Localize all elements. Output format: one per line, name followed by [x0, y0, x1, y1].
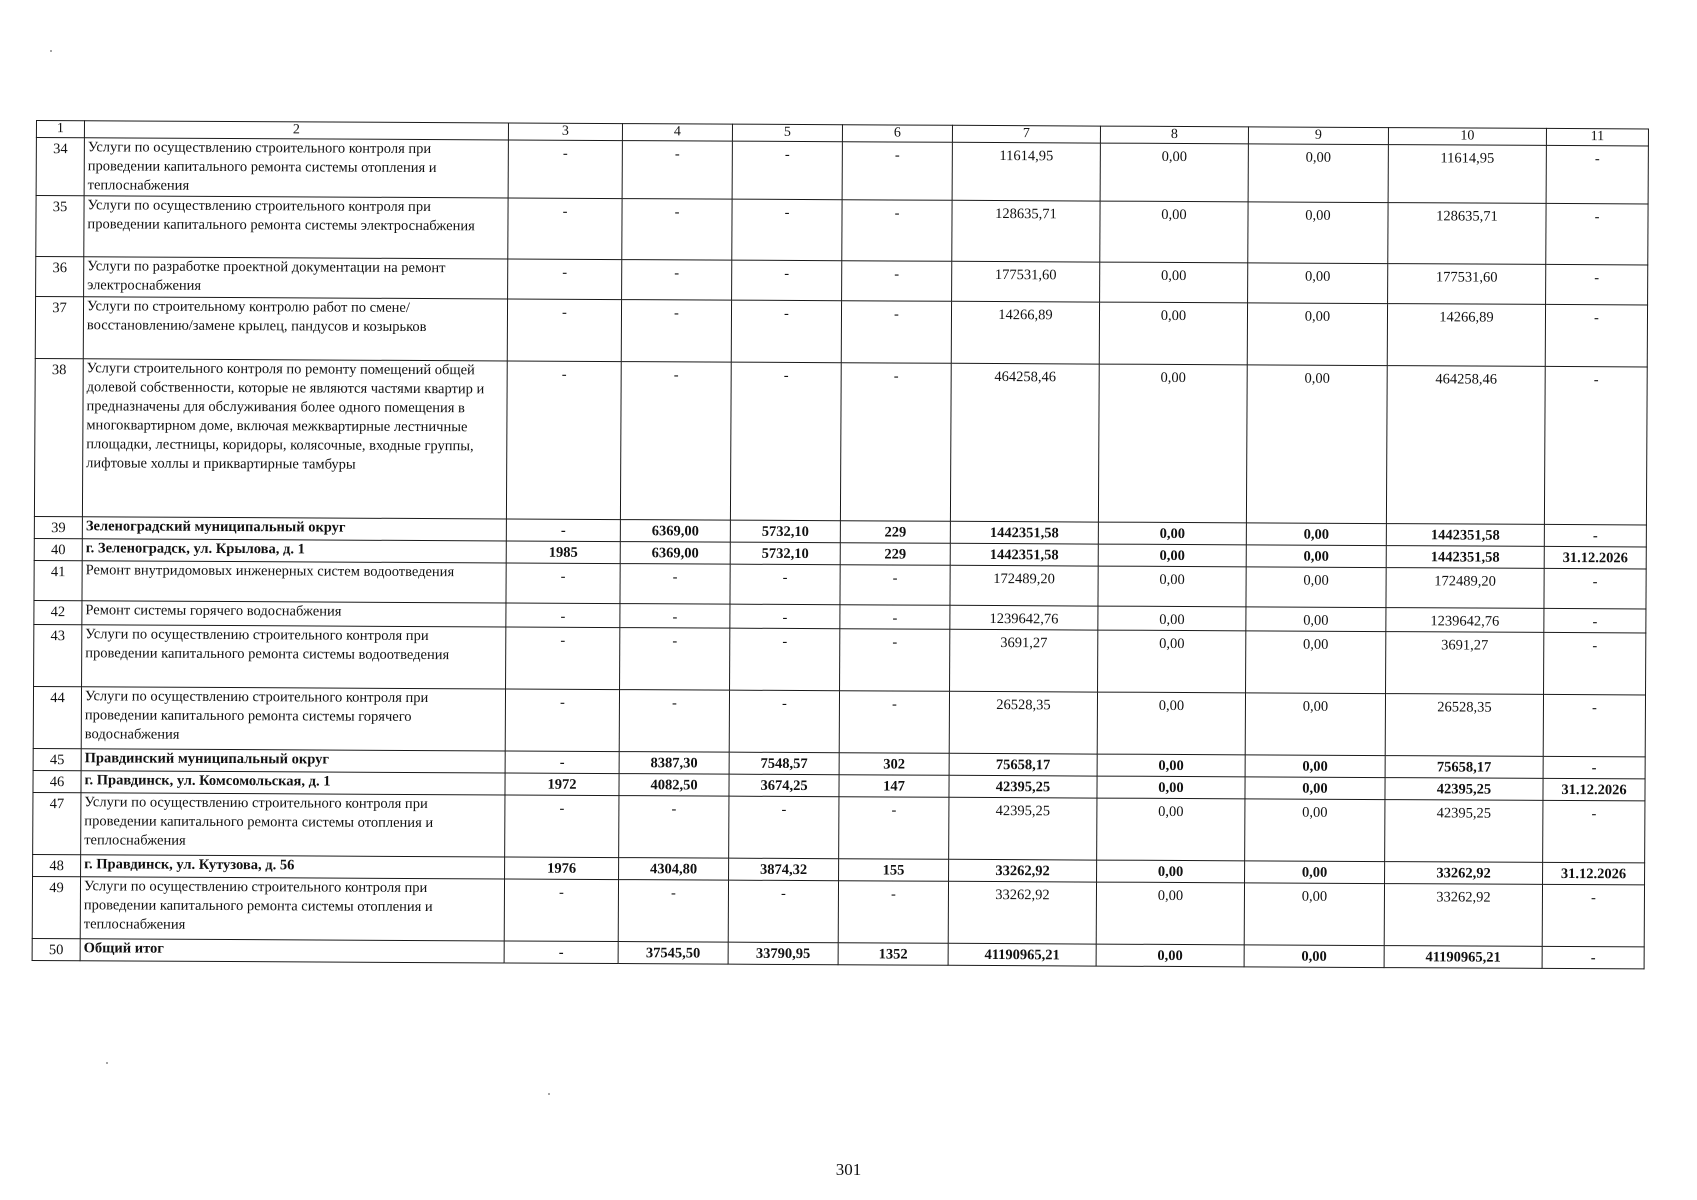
value-cell: 0,00 [1098, 544, 1246, 567]
row-description: Ремонт системы горячего водоснабжения [82, 601, 506, 627]
row-description: Услуги по осуществлению строительного контроля при проведении капитального ремонта системы отопления и теплоснабжения [81, 793, 505, 857]
value-cell: 8387,30 [619, 752, 729, 775]
value-cell: 0,00 [1099, 302, 1247, 365]
column-header: 7 [952, 125, 1100, 143]
value-cell: - [1542, 946, 1644, 969]
value-cell: 75658,17 [1385, 756, 1543, 779]
row-description: Услуги по осуществлению строительного контроля при проведении капитального ремонта системы отопления и теплоснабжения [80, 877, 504, 941]
value-cell: 0,00 [1248, 263, 1388, 304]
value-cell: 0,00 [1245, 693, 1385, 756]
row-description: Правдинский муниципальный округ [81, 749, 505, 773]
value-cell: - [504, 879, 618, 942]
value-cell: 0,00 [1098, 364, 1247, 523]
value-cell: 41190965,21 [948, 943, 1096, 966]
value-cell: - [618, 880, 728, 943]
value-cell: 0,00 [1246, 631, 1386, 694]
table-row [36, 138, 1648, 204]
column-header: 3 [508, 123, 622, 141]
value-cell: - [620, 628, 730, 691]
value-cell: 11614,95 [952, 142, 1100, 201]
value-cell: 0,00 [1248, 144, 1388, 203]
value-cell: - [1542, 884, 1644, 947]
value-cell: 5732,10 [730, 542, 840, 565]
value-cell: 7548,57 [729, 752, 839, 775]
value-cell: 75658,17 [949, 753, 1097, 776]
value-cell: 0,00 [1100, 143, 1248, 202]
value-cell: - [1543, 756, 1645, 779]
value-cell: - [730, 362, 841, 521]
row-number: 41 [34, 560, 82, 600]
value-cell: - [620, 564, 730, 605]
row-number: 34 [36, 138, 84, 196]
value-cell: 3674,25 [729, 774, 839, 797]
value-cell: - [842, 261, 952, 302]
value-cell: 177531,60 [1388, 264, 1546, 305]
value-cell: 0,00 [1246, 545, 1386, 568]
capital-repair-table [32, 120, 1649, 969]
value-cell: 6369,00 [620, 542, 730, 565]
row-description: г. Правдинск, ул. Комсомольская, д. 1 [81, 771, 505, 795]
value-cell: - [1545, 304, 1647, 367]
value-cell: 14266,89 [951, 301, 1099, 364]
column-header: 8 [1100, 126, 1248, 144]
value-cell: - [621, 300, 731, 363]
row-number: 37 [35, 297, 83, 359]
table-row [33, 792, 1645, 862]
value-cell: 0,00 [1096, 882, 1244, 945]
value-cell: 4304,80 [619, 858, 729, 881]
value-cell: - [505, 795, 619, 858]
value-cell: 0,00 [1245, 755, 1385, 778]
value-cell: - [620, 604, 730, 629]
value-cell: 33262,92 [949, 859, 1097, 882]
value-cell: - [1544, 608, 1646, 633]
row-number: 35 [36, 196, 84, 257]
value-cell: - [508, 140, 622, 199]
value-cell: 0,00 [1100, 201, 1248, 263]
value-cell: 0,00 [1097, 692, 1245, 755]
scan-speck [548, 1093, 550, 1095]
row-number: 38 [34, 358, 83, 516]
value-cell: - [505, 751, 619, 774]
value-cell: 1239642,76 [1386, 608, 1544, 633]
value-cell: - [506, 361, 621, 520]
column-header: 5 [732, 124, 842, 142]
row-number: 46 [33, 770, 81, 792]
value-cell: 1442351,58 [950, 543, 1098, 566]
value-cell: 26528,35 [1385, 694, 1543, 757]
row-description: г. Правдинск, ул. Кутузова, д. 56 [81, 855, 505, 879]
page-number: 301 [835, 1160, 862, 1179]
value-cell: 1985 [506, 541, 620, 564]
value-cell: - [838, 881, 948, 944]
value-cell: 1442351,58 [1386, 546, 1544, 569]
value-cell: 1972 [505, 773, 619, 796]
column-header: 10 [1388, 128, 1546, 146]
value-cell: 1442351,58 [950, 521, 1098, 544]
row-number: 40 [34, 538, 82, 560]
value-cell: - [620, 362, 731, 521]
value-cell: 128635,71 [1388, 203, 1546, 265]
value-cell: - [732, 199, 842, 261]
value-cell: 0,00 [1248, 202, 1388, 264]
value-cell: 229 [840, 543, 950, 566]
value-cell: - [840, 565, 950, 606]
value-cell: - [730, 564, 840, 605]
value-cell: - [730, 628, 840, 691]
value-cell: - [508, 198, 622, 260]
value-cell: - [842, 142, 952, 201]
value-cell: 3691,27 [1386, 632, 1544, 695]
scan-speck [106, 1062, 108, 1064]
column-header: 1 [36, 121, 84, 138]
value-cell: - [1546, 203, 1648, 265]
row-description: Ремонт внутридомовых инженерных систем водоотведения [82, 561, 506, 603]
value-cell: 0,00 [1097, 776, 1245, 799]
value-cell: - [619, 796, 729, 859]
column-header: 4 [622, 124, 732, 142]
value-cell: 0,00 [1097, 798, 1245, 861]
value-cell: 4082,50 [619, 774, 729, 797]
value-cell: 11614,95 [1388, 145, 1546, 204]
value-cell: 3691,27 [950, 629, 1098, 692]
value-cell: 0,00 [1246, 365, 1387, 524]
value-cell: 0,00 [1100, 262, 1248, 303]
value-cell: 0,00 [1245, 799, 1385, 862]
value-cell: 42395,25 [949, 797, 1097, 860]
scan-speck [50, 50, 52, 52]
value-cell: - [505, 689, 619, 752]
value-cell: 31.12.2026 [1543, 778, 1645, 801]
value-cell: 42395,25 [1385, 778, 1543, 801]
value-cell: 37545,50 [618, 942, 728, 965]
value-cell: 33262,92 [1385, 862, 1543, 885]
value-cell: - [622, 199, 732, 261]
value-cell: 0,00 [1098, 522, 1246, 545]
value-cell: - [841, 301, 951, 364]
value-cell: 1239642,76 [950, 605, 1098, 630]
row-number: 36 [36, 257, 84, 297]
row-number: 44 [33, 686, 81, 748]
value-cell: - [840, 363, 951, 522]
value-cell: 0,00 [1098, 606, 1246, 631]
value-cell: 1352 [838, 943, 948, 966]
value-cell: 0,00 [1097, 754, 1245, 777]
value-cell: - [839, 691, 949, 754]
value-cell: - [1544, 568, 1646, 609]
column-header: 2 [84, 121, 508, 140]
value-cell: 0,00 [1244, 945, 1384, 968]
table-row [36, 196, 1648, 265]
value-cell: 33262,92 [1384, 884, 1542, 947]
table-row [34, 624, 1646, 694]
row-number: 50 [32, 938, 80, 960]
value-cell: - [619, 690, 729, 753]
value-cell: - [842, 200, 952, 262]
table-row [35, 297, 1647, 367]
value-cell: 31.12.2026 [1544, 546, 1646, 569]
value-cell: - [506, 627, 620, 690]
value-cell: 33790,95 [728, 942, 838, 965]
value-cell: - [840, 629, 950, 692]
value-cell: 172489,20 [950, 565, 1098, 606]
column-header: 6 [842, 125, 952, 143]
value-cell: 0,00 [1245, 777, 1385, 800]
table-row [32, 876, 1644, 946]
value-cell: - [732, 141, 842, 200]
column-header: 9 [1248, 127, 1388, 145]
value-cell: 5732,10 [730, 520, 840, 543]
value-cell: - [507, 299, 621, 362]
row-number: 47 [33, 792, 81, 854]
value-cell: 0,00 [1246, 607, 1386, 632]
value-cell: 14266,89 [1387, 304, 1545, 367]
row-description: Услуги по осуществлению строительного контроля при проведении капитального ремонта системы горячего водоснабжения [81, 687, 505, 751]
value-cell: - [732, 260, 842, 301]
value-cell: - [839, 797, 949, 860]
value-cell: 0,00 [1098, 566, 1246, 607]
value-cell: - [1546, 264, 1648, 305]
value-cell: 172489,20 [1386, 568, 1544, 609]
value-cell: - [1543, 694, 1645, 757]
value-cell: - [729, 690, 839, 753]
value-cell: - [1544, 632, 1646, 695]
value-cell: - [504, 941, 618, 964]
value-cell: 42395,25 [949, 775, 1097, 798]
value-cell: 31.12.2026 [1543, 862, 1645, 885]
row-description: г. Зеленоградск, ул. Крылова, д. 1 [82, 539, 506, 563]
value-cell: - [729, 796, 839, 859]
row-description: Услуги строительного контроля по ремонту помещений общей долевой собственности, которые не являются частями квартир и предназначены для обслуживания более одного помещения в многоквартирном доме, включая межквартирные лестничные площадки, лестницы, коридоры, колясочные, входные группы, лифтовые холлы и приквартирные тамбуры [82, 359, 507, 519]
value-cell: 0,00 [1098, 630, 1246, 693]
value-cell: - [840, 605, 950, 630]
table-row [34, 358, 1647, 524]
value-cell: 155 [839, 859, 949, 882]
row-description: Услуги по разработке проектной документации на ремонт электроснабжения [84, 257, 508, 299]
table-row [33, 686, 1645, 756]
value-cell: 1976 [505, 857, 619, 880]
value-cell: 0,00 [1096, 944, 1244, 967]
value-cell: - [506, 603, 620, 628]
value-cell: 0,00 [1246, 523, 1386, 546]
value-cell: 0,00 [1246, 567, 1386, 608]
value-cell: - [731, 300, 841, 363]
value-cell: - [506, 519, 620, 542]
value-cell: - [1544, 524, 1646, 547]
row-number: 43 [34, 624, 82, 686]
row-description: Услуги по осуществлению строительного контроля при проведении капитального ремонта системы водоотведения [82, 625, 506, 689]
value-cell: 0,00 [1244, 883, 1384, 946]
value-cell: 26528,35 [949, 691, 1097, 754]
row-description: Услуги по осуществлению строительного контроля при проведении капитального ремонта системы электроснабжения [84, 196, 508, 259]
value-cell: - [622, 141, 732, 200]
value-cell: 229 [840, 521, 950, 544]
value-cell: 147 [839, 775, 949, 798]
value-cell: 6369,00 [620, 520, 730, 543]
row-description: Зеленоградский муниципальный округ [82, 517, 506, 541]
column-header: 11 [1546, 128, 1648, 146]
value-cell: 41190965,21 [1384, 946, 1542, 969]
value-cell: 3874,32 [729, 858, 839, 881]
value-cell: - [1544, 366, 1647, 525]
table-sheet [32, 120, 1648, 969]
value-cell: 33262,92 [948, 881, 1096, 944]
value-cell: - [728, 880, 838, 943]
row-number: 39 [34, 516, 82, 538]
value-cell: 302 [839, 753, 949, 776]
value-cell: 0,00 [1097, 860, 1245, 883]
value-cell: 0,00 [1247, 303, 1387, 366]
value-cell: 0,00 [1245, 861, 1385, 884]
value-cell: - [730, 604, 840, 629]
row-number: 42 [34, 600, 82, 624]
value-cell: 1442351,58 [1386, 524, 1544, 547]
value-cell: 464258,46 [1386, 366, 1545, 525]
value-cell: - [1546, 145, 1648, 204]
value-cell: 42395,25 [1385, 800, 1543, 863]
value-cell: - [508, 259, 622, 300]
row-number: 49 [32, 876, 80, 938]
value-cell: - [506, 563, 620, 604]
value-cell: 464258,46 [950, 363, 1099, 522]
value-cell: - [1543, 800, 1645, 863]
row-number: 45 [33, 748, 81, 770]
row-description: Общий итог [80, 939, 504, 963]
row-number: 48 [33, 854, 81, 876]
value-cell: 128635,71 [952, 200, 1100, 262]
row-description: Услуги по осуществлению строительного контроля при проведении капитального ремонта системы отопления и теплоснабжения [84, 138, 508, 198]
value-cell: - [622, 260, 732, 301]
row-description: Услуги по строительному контролю работ по смене/восстановлению/замене крылец, пандусов и козырьков [83, 297, 507, 361]
value-cell: 177531,60 [952, 261, 1100, 302]
